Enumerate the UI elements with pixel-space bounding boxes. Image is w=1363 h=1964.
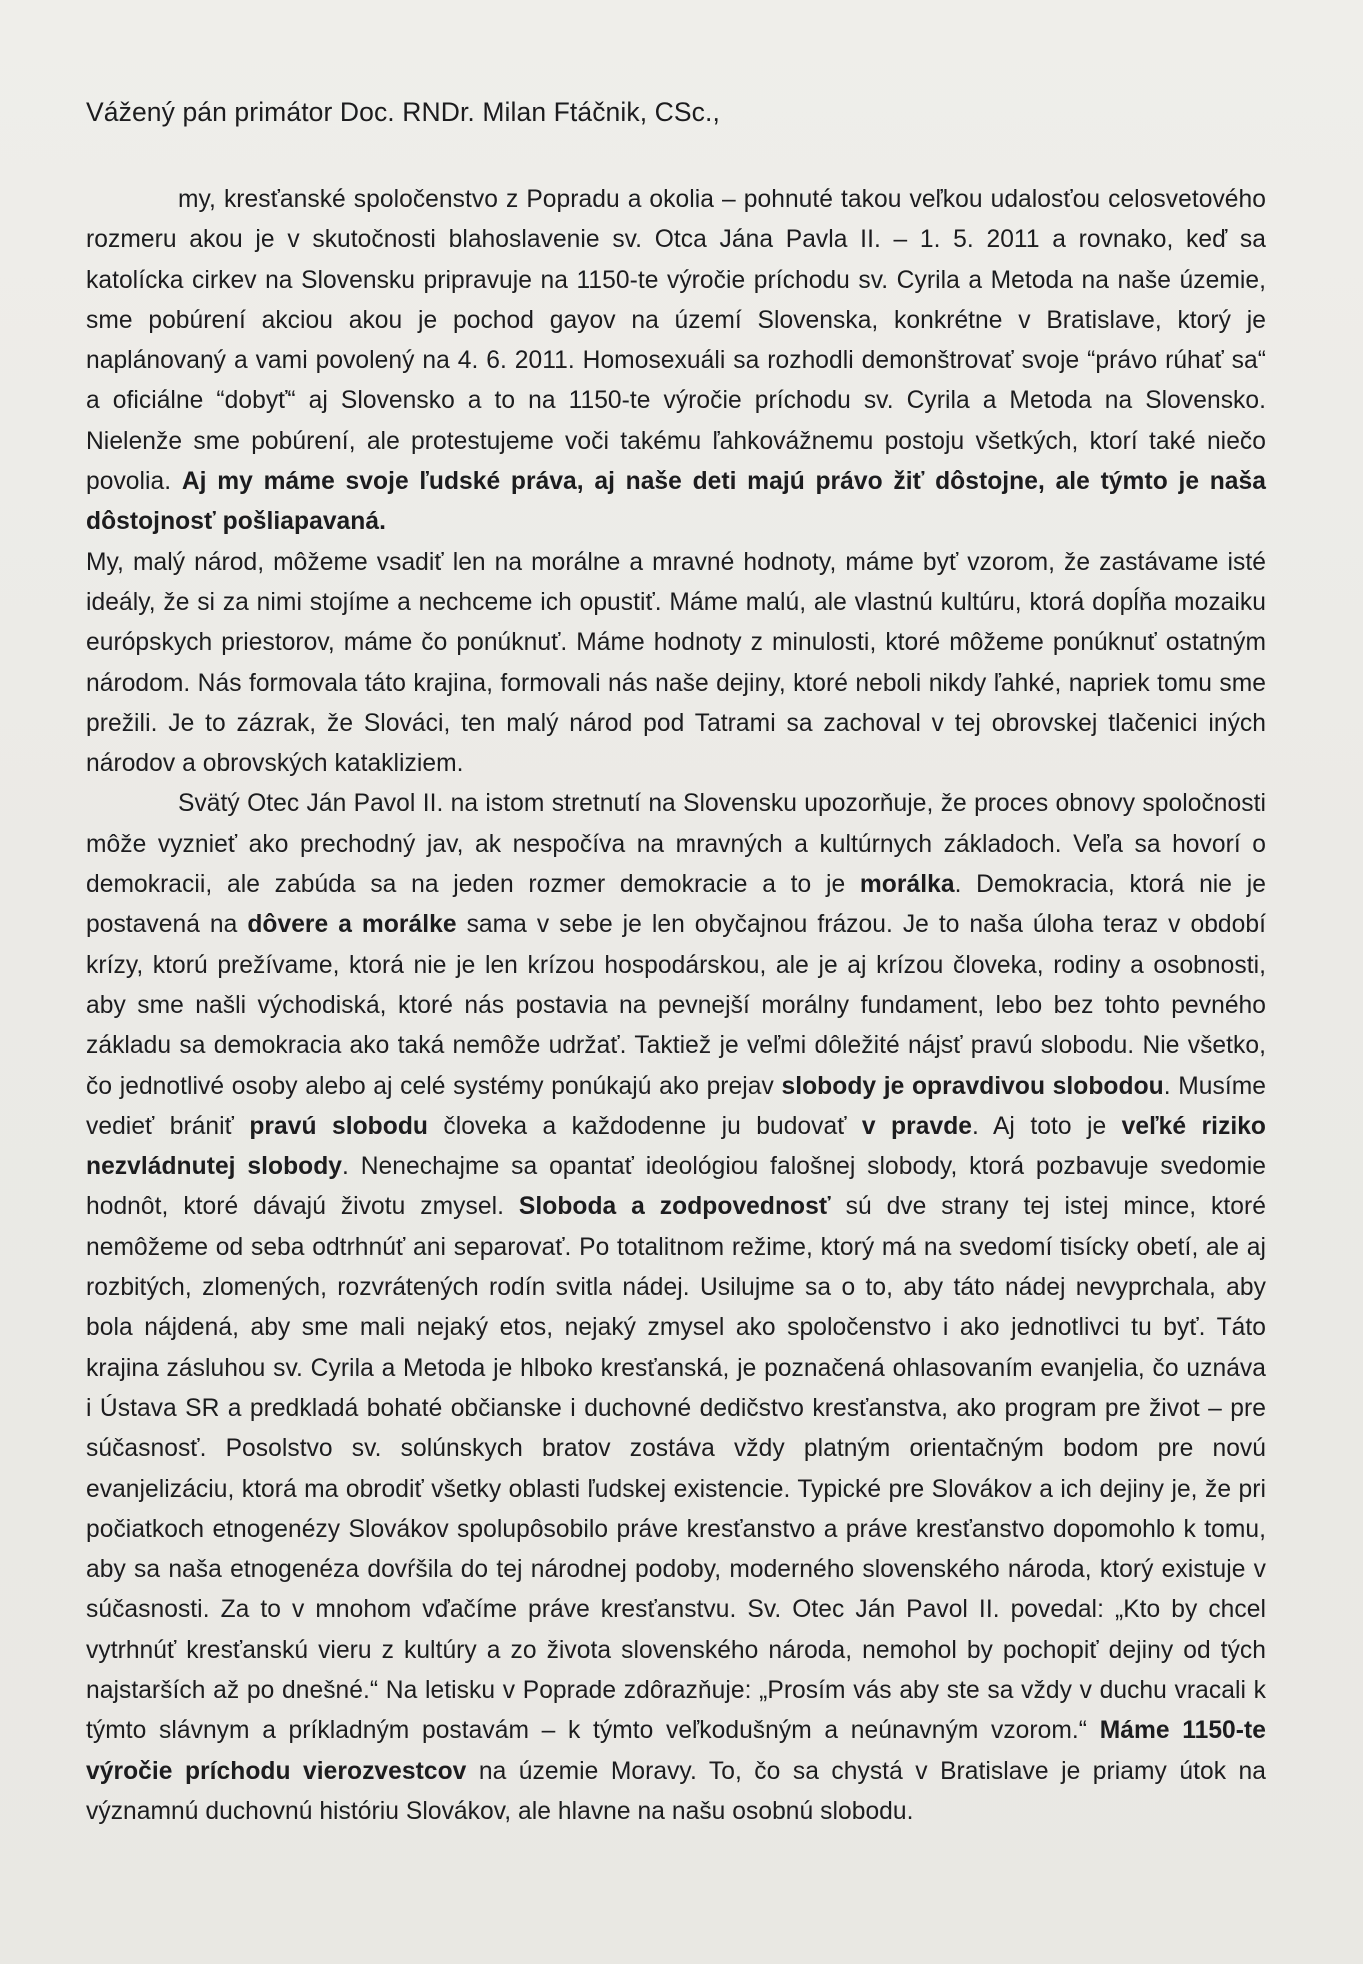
p3-bold-v-pravde: v pravde [861,1112,973,1140]
paragraph-1-text: my, kresťanské spoločenstvo z Popradu a okolia – pohnuté takou veľkou udalosťou celosvetového rozmeru akou je v skutočnosti blahoslavenie sv. Otca Jána Pavla II. – 1. 5. 2011 a rovnako, keď sa katolícka cirkev na Slovensku pripravuje na 1150-te výročie príchodu sv. Cyrila a Metoda na naše územie, sme pobúrení akciou akou je pochod gayov na území Slovenska, konkrétne v Bratislave, ktorý je naplánovaný a vami povolený na 4. 6. 2011. Homosexuáli sa rozhodli demonštrovať svoje “právo rúhať sa“ a oficiálne “dobyť“ aj Slovensko a to na 1150-te výročie príchodu sv. Cyrila a Metoda na Slovensko. Nielenže sme pobúrení, ale protestujeme voči takému ľahkovážnemu postoju všetkých, ktorí také niečo povolia. [86,186,1266,496]
p3-bold-sloboda: Sloboda a zodpovednosť [518,1193,831,1221]
p3-text-e: sama v sebe je len obyčajnou frázou. Je to naša úloha teraz v období krízy, ktorú prežívame, ktorá nie je len krízou hospodárskou, ale je aj krízou človeka, rodiny a osobnosti, aby sme našli východiská, ktoré nás postavia na pevnejší morálny fundament, lebo bez tohto pevného základu sa demokracia ako taká nemôže udržať. Taktiež je veľmi dôležité nájsť pravú slobodu. Nie všetko, čo jednotlivé osoby alebo aj celé systémy ponúkajú ako prejav [86,911,1267,1100]
p3-bold-vyrocie: Máme 1150-te výročie príchodu vierozvestcov [86,1717,1266,1785]
p3-bold-moralka: morálka [859,871,955,899]
p3-text-a: Svätý Otec Ján Pavol II. na istom stretnutí na Slovensku upozorňuje, že proces obnovy spoločnosti môže vyznieť ako prechodný jav, ak nespočíva na mravných a kultúrnych základoch. Veľa sa hovorí o demokracii, ale zabúda sa na jeden rozmer demokracie a to je [86,790,1266,899]
p3-bold-pravu-slobodu: pravú slobodu [249,1112,428,1140]
paragraph-1 [86,180,1266,543]
paragraph-3 [86,784,1266,1832]
p3-text-c: . Demokracia, ktorá nie je postavená na [86,871,1266,939]
salutation: Vážený pán primátor Doc. RNDr. Milan Ftáčnik, CSc., [86,97,720,127]
p3-text-g: . Musíme vedieť brániť [86,1072,1266,1140]
paragraph-1-bold: Aj my máme svoje ľudské práva, aj naše deti majú právo žiť dôstojne, ale týmto je naša dôstojnosť pošliapavaná. [86,468,1266,536]
p3-text-k: . Aj toto je [972,1112,1122,1140]
letter-body [86,180,1266,1832]
p3-bold-dovere: dôvere a morálke [247,911,457,939]
p3-bold-slobody: slobody je opravdivou slobodou [781,1072,1164,1100]
p3-text-q: na územie Moravy. To, čo sa chystá v Bratislave je priamy útok na významnú duchovnú históriu Slovákov, ale hlavne na našu osobnú slobodu. [86,1757,1266,1825]
paragraph-2: My, malý národ, môžeme vsadiť len na morálne a mravné hodnoty, máme byť vzorom, že zastávame isté ideály, že si za nimi stojíme a nechceme ich opustiť. Máme malú, ale vlastnú kultúru, ktorá dopĺňa mozaiku európskych priestorov, máme čo ponúknuť. Máme hodnoty z minulosti, ktoré môžeme ponúknuť ostatným národom. Nás formovala táto krajina, formovali nás naše dejiny, ktoré neboli nikdy ľahké, napriek tomu sme prežili. Je to zázrak, že Slováci, ten malý národ pod Tatrami sa zachoval v tej obrovskej tlačenici iných národov a obrovských katakliziem. [86,548,1266,778]
p3-text-m: . Nenechajme sa opantať ideológiou falošnej slobody, ktorá pozbavuje svedomie hodnôt, ktoré dávajú životu zmysel. [86,1153,1266,1221]
p3-text-o: sú dve strany tej istej mince, ktoré nemôžeme od seba odtrhnúť ani separovať. Po totalitnom režime, ktorý má na svedomí tisícky obetí, ale aj rozbitých, zlomených, rozvrátených rodín svitla nádej. Usilujme sa o to, aby táto nádej nevyprchala, aby bola nájdená, aby sme mali nejaký etos, nejaký zmysel ako spoločenstvo i ako jednotlivci tu byť. Táto krajina zásluhou sv. Cyrila a Metoda je hlboko kresťanská, je poznačená ohlasovaním evanjelia, čo uznáva i Ústava SR a predkladá bohaté občianske i duchovné dedičstvo kresťanstva, ako program pre život – pre súčasnosť. Posolstvo sv. solúnskych bratov zostáva vždy platným orientačným bodom pre novú evanjelizáciu, ktorá ma obrodiť všetky oblasti ľudskej existencie. Typické pre Slovákov a ich dejiny je, že pri počiatkoch etnogenézy Slovákov spolupôsobilo práve kresťanstvo a práve kresťanstvo dopomohlo k tomu, aby sa naša etnogenéza dovŕšila do tej národnej podoby, moderného slovenského národa, ktorý existuje v súčasnosti. Za to v mnohom vďačíme práve kresťanstvu. Sv. Otec Ján Pavol II. povedal: „Kto by chcel vytrhnúť kresťanskú vieru z kultúry a zo života slovenského národa, nemohol by pochopiť dejiny od tých najstarších až po dnešné.“ Na letisku v Poprade zdôrazňuje: „Prosím vás aby ste sa vždy v duchu vracali k týmto slávnym a príkladným postavám – k týmto veľkodušným a neúnavným vzorom.“ [86,1193,1266,1745]
p3-bold-riziko: veľké riziko nezvládnutej slobody [86,1112,1267,1181]
p3-text-i: človeka a každodenne ju budovať [427,1112,862,1140]
